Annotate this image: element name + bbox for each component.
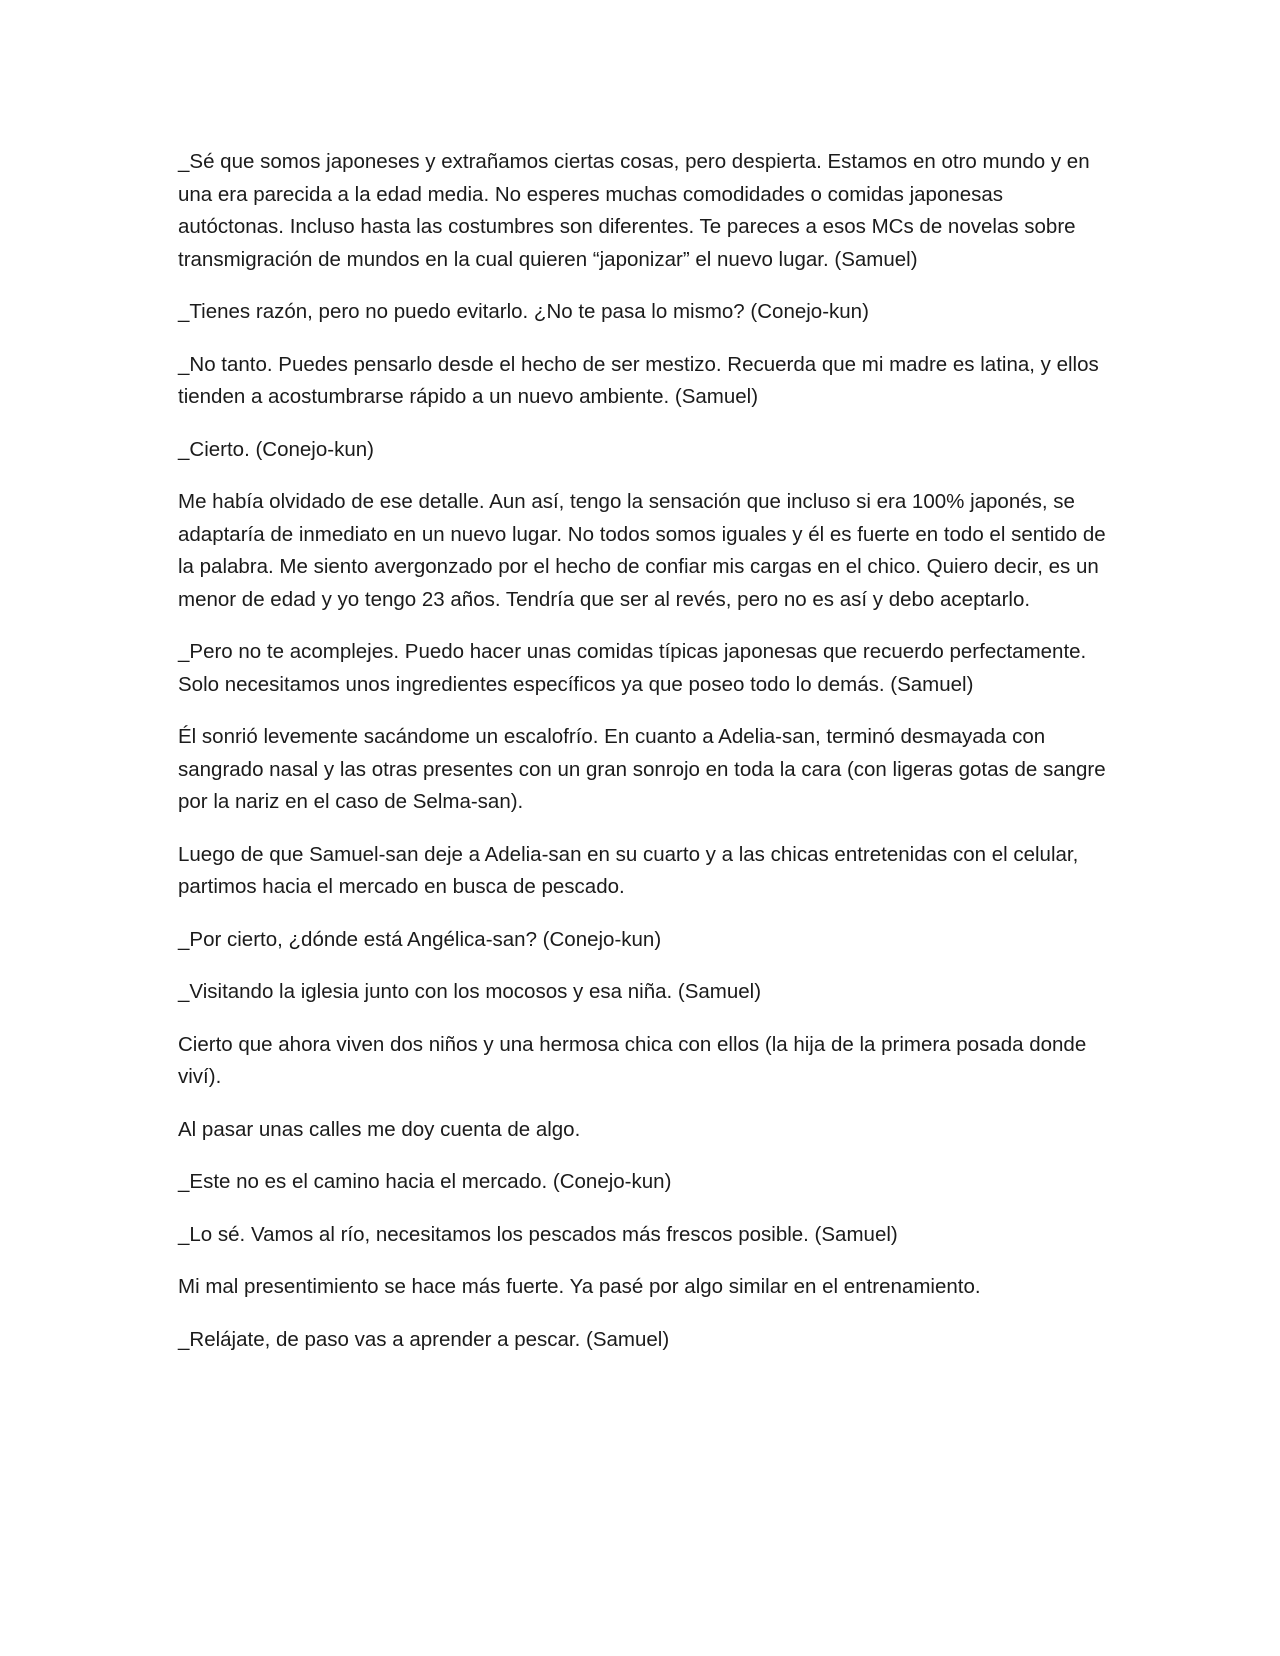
paragraph: _Lo sé. Vamos al río, necesitamos los pescados más frescos posible. (Samuel) [178, 1222, 898, 1246]
paragraph: _Este no es el camino hacia el mercado. (Conejo-kun) [178, 1170, 672, 1193]
paragraph: _Relájate, de paso vas a aprender a pescar. (Samuel) [178, 1327, 670, 1351]
paragraph: _Por cierto, ¿dónde está Angélica-san? (Conejo-kun) [178, 927, 662, 951]
paragraph: _Tienes razón, pero no puedo evitarlo. ¿No te pasa lo mismo? (Conejo-kun) [178, 300, 869, 323]
paragraph: _Sé que somos japoneses y extrañamos ciertas cosas, pero despierta. Estamos en otro mundo y en una era parecida a la edad media. No esperes muchas comodidades o comidas japonesas autóctonas. Incluso hasta las costumbres son diferentes. Te pareces a esos MCs de novelas sobre transmigración de mundos en la cual quieren “japonizar” el nuevo lugar. (Samuel) [178, 150, 1090, 271]
paragraph: Mi mal presentimiento se hace más fuerte. Ya pasé por algo similar en el entrenamiento. [178, 1275, 981, 1298]
paragraph: Me había olvidado de ese detalle. Aun así, tengo la sensación que incluso si era 100% japonés, se adaptaría de inmediato en un nuevo lugar. No todos somos iguales y él es fuerte en todo el sentido de la palabra. Me siento avergonzado por el hecho de confiar mis cargas en el chico. Quiero decir, es un menor de edad y yo tengo 23 años. Tendría que ser al revés, pero no es así y debo aceptarlo. [178, 490, 1106, 611]
paragraph: Luego de que Samuel-san deje a Adelia-san en su cuarto y a las chicas entretenidas con el celular, partimos hacia el mercado en busca de pescado. [178, 842, 1079, 898]
paragraph: Cierto que ahora viven dos niños y una hermosa chica con ellos (la hija de la primera posada donde viví). [178, 1032, 1087, 1088]
paragraph: Al pasar unas calles me doy cuenta de algo. [178, 1117, 581, 1141]
document-page [178, 146, 1108, 1376]
paragraph: _Cierto. (Conejo-kun) [178, 437, 374, 461]
paragraph: Él sonrió levemente sacándome un escalofrío. En cuanto a Adelia-san, terminó desmayada con sangrado nasal y las otras presentes con un gran sonrojo en toda la cara (con ligeras gotas de sangre por la nariz en el caso de Selma-san). [178, 725, 1106, 813]
paragraph: _Pero no te acomplejes. Puedo hacer unas comidas típicas japonesas que recuerdo perfectamente. Solo necesitamos unos ingredientes específicos ya que poseo todo lo demás. (Samuel) [178, 640, 1087, 696]
paragraph: _No tanto. Puedes pensarlo desde el hecho de ser mestizo. Recuerda que mi madre es latina, y ellos tienden a acostumbrarse rápido a un nuevo ambiente. (Samuel) [178, 352, 1099, 408]
paragraph: _Visitando la iglesia junto con los mocosos y esa niña. (Samuel) [178, 980, 762, 1003]
